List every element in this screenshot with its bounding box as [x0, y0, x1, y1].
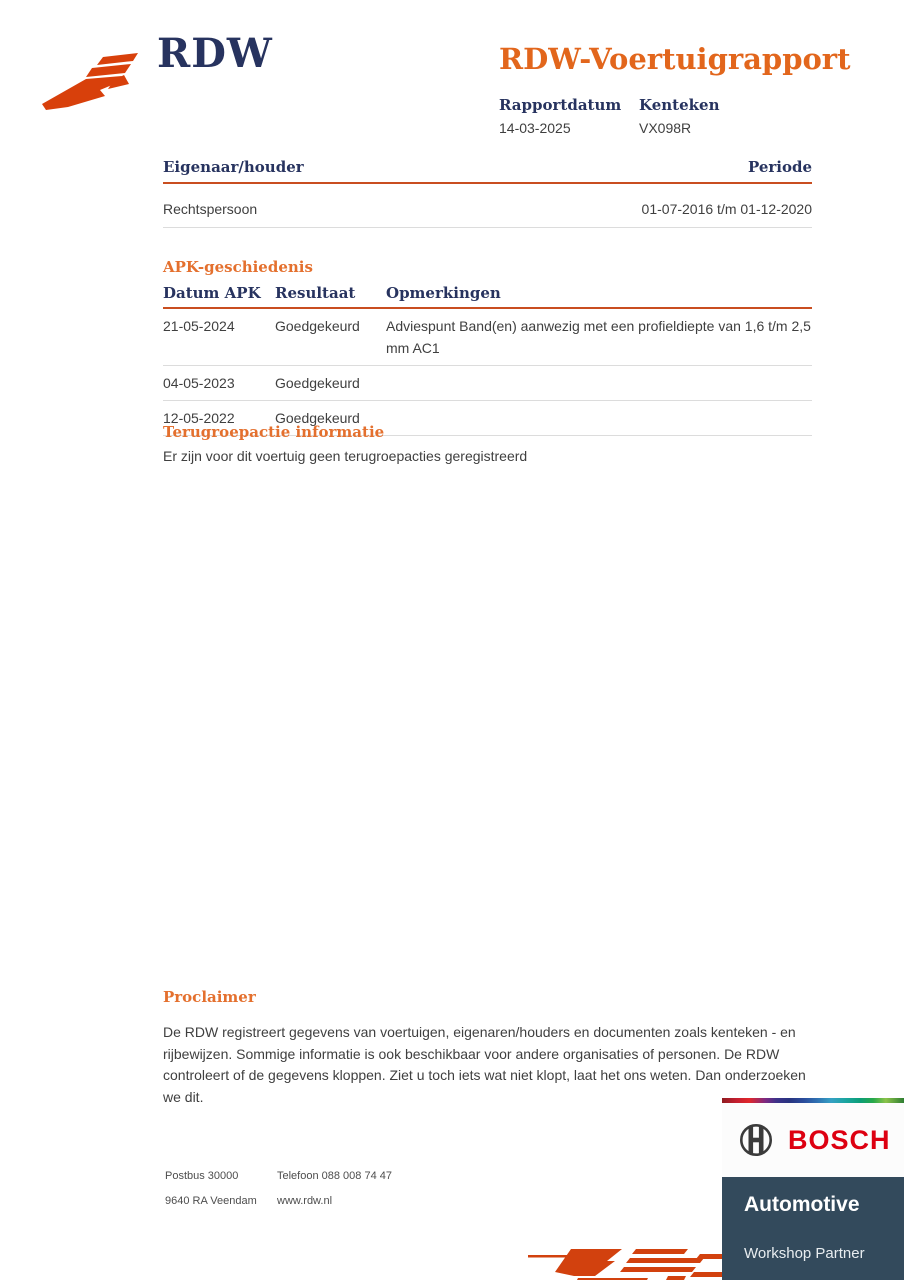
- apk-remark-cell: [386, 372, 812, 394]
- license-plate-label: Kenteken: [639, 96, 720, 114]
- period-value: 01-07-2016 t/m 01-12-2020: [641, 201, 812, 217]
- apk-result-cell: Goedgekeurd: [275, 375, 360, 391]
- table-row: [163, 309, 812, 366]
- page-title: RDW-Voertuigrapport: [499, 42, 851, 76]
- proclaimer-text: De RDW registreert gegevens van voertuigen, eigenaren/houders en documenten zoals kenteken - en rijbewijzen. Sommige informatie is ook beschikbaar voor andere organisaties of personen. De RDW controleert of de gegevens kloppen. Ziet u toch iets wat niet klopt, laat het ons weten. Dan onderzoeken we dit.: [163, 1024, 806, 1105]
- proclaimer-heading: Proclaimer: [163, 988, 256, 1006]
- bosch-wordmark: BOSCH: [788, 1124, 891, 1155]
- rdw-wordmark: RDW: [157, 30, 273, 77]
- recall-section: [163, 423, 812, 464]
- column-header-resultaat: Resultaat: [275, 284, 356, 302]
- footer-address-column: [165, 1170, 257, 1220]
- recall-heading: Terugroepactie informatie: [163, 423, 385, 441]
- apk-result-cell: Goedgekeurd: [275, 410, 360, 426]
- footer-phone: Telefoon 088 008 74 47: [277, 1170, 392, 1182]
- recall-text: Er zijn voor dit voertuig geen terugroepacties geregistreerd: [163, 448, 528, 464]
- rdw-wing-icon: [40, 52, 150, 112]
- footer-city: 9640 RA Veendam: [165, 1195, 257, 1207]
- bosch-badge-panel: [722, 1177, 904, 1280]
- bosch-armature-icon: [738, 1122, 774, 1158]
- footer-website[interactable]: www.rdw.nl: [277, 1195, 333, 1207]
- period-heading: Periode: [747, 158, 812, 176]
- report-date-value: 14-03-2025: [499, 120, 571, 136]
- apk-history-heading: APK-geschiedenis: [163, 258, 313, 276]
- rdw-wing-bottom-graphic: [518, 1242, 722, 1280]
- report-date-block: [499, 96, 621, 136]
- bosch-logo-row: [722, 1103, 904, 1177]
- apk-history-section: [163, 258, 812, 436]
- column-header-datum-apk: Datum APK: [163, 284, 261, 302]
- apk-history-table: [163, 284, 812, 436]
- column-header-opmerkingen: Opmerkingen: [386, 284, 501, 302]
- bosch-division-label: Automotive: [744, 1193, 860, 1216]
- apk-result-cell: Goedgekeurd: [275, 318, 360, 334]
- apk-table-header-row: [163, 284, 812, 309]
- apk-date-cell: 21-05-2024: [163, 318, 235, 334]
- owner-section-header: [163, 158, 812, 184]
- apk-date-cell: 12-05-2022: [163, 410, 235, 426]
- owner-heading: Eigenaar/houder: [163, 158, 304, 176]
- license-plate-value: VX098R: [639, 120, 692, 136]
- apk-remark-cell: Adviespunt Band(en) aanwezig met een profieldiepte van 1,6 t/m 2,5 mm AC1: [386, 318, 811, 356]
- bosch-tagline-label: Workshop Partner: [744, 1245, 865, 1262]
- license-plate-block: [639, 96, 719, 136]
- bosch-partner-badge: [722, 1098, 904, 1280]
- report-date-label: Rapportdatum: [499, 96, 622, 114]
- owner-row: [163, 201, 812, 228]
- proclaimer-section: [163, 988, 815, 1108]
- footer-contact-column: [277, 1170, 392, 1220]
- apk-date-cell: 04-05-2023: [163, 375, 235, 391]
- owner-value: Rechtspersoon: [163, 201, 258, 217]
- footer-postbus: Postbus 30000: [165, 1170, 239, 1182]
- table-row: [163, 366, 812, 401]
